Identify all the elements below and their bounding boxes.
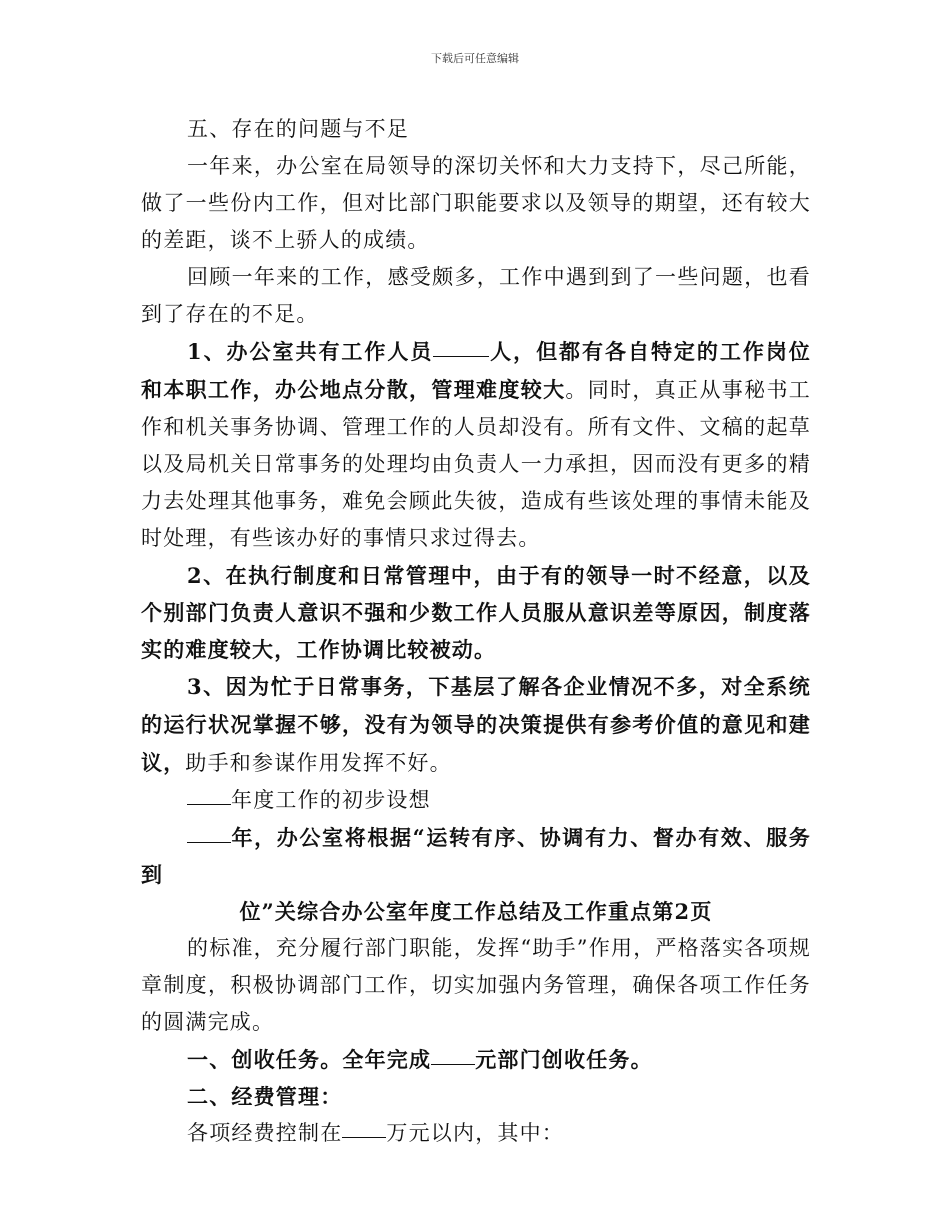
plan-title xyxy=(141,782,811,819)
task-1-tail: 元部门创收任务。 xyxy=(475,1047,653,1072)
task-2-title: 二、经费管理： xyxy=(187,1084,343,1109)
plan-line xyxy=(141,819,811,893)
document-body xyxy=(141,111,811,1152)
blank-field xyxy=(187,803,231,805)
expense-lead: 各项经费控制在 xyxy=(187,1121,343,1145)
expense-line xyxy=(141,1115,811,1152)
paragraph-review: 回顾一年来的工作，感受颇多，工作中遇到到了一些问题，也看到了存在的不足。 xyxy=(141,265,811,326)
problem-item-3-rest: 助手和参谋作用发挥不好。 xyxy=(185,751,452,775)
problem-item-1-detail: 。同时，真正从事秘书工作和机关事务协调、管理工作的人员却没有。所有文件、文稿的起草以及局机关日常事务的处理均由负责人一力承担，因而没有更多的精力去处理其他事务，难免会顾此失彼，造成有些该处理的事情未能及时处理，有些该办好的事情只求过得去。 xyxy=(141,378,811,550)
blank-field xyxy=(187,841,231,843)
blank-field xyxy=(431,1063,475,1065)
page-continuation-line: 位”关综合办公室年度工作总结及工作重点第2页 xyxy=(239,899,713,924)
plan-line-text: 年，办公室将根据“运转有序、协调有力、督办有效、服务到 xyxy=(141,825,811,887)
blank-field xyxy=(433,355,489,357)
plan-title-text: 年度工作的初步设想 xyxy=(231,788,431,812)
problem-item-3 xyxy=(141,668,811,782)
problem-item-2: 2、在执行制度和日常管理中，由于有的领导一时不经意，以及个别部门负责人意识不强和少数工作人员服从意识差等原因，制度落实的难度较大，工作协调比较被动。 xyxy=(141,563,811,662)
problem-item-1 xyxy=(141,333,811,557)
section-title: 五、存在的问题与不足 xyxy=(187,117,409,141)
problem-item-1-bold: 人，但都有各自特定的工作岗位和本职工作，办公地点分散，管理难度较大 xyxy=(141,339,811,402)
expense-tail: 万元以内，其中： xyxy=(386,1121,565,1145)
task-1 xyxy=(141,1041,811,1078)
problem-item-1-lead: 1、办公室共有工作人员 xyxy=(187,339,434,364)
task-1-lead: 一、创收任务。全年完成 xyxy=(187,1047,432,1072)
paragraph-intro: 一年来，办公室在局领导的深切关怀和大力支持下，尽己所能，做了一些份内工作，但对比部门职能要求以及领导的期望，还有较大的差距，谈不上骄人的成绩。 xyxy=(141,154,811,252)
blank-field xyxy=(342,1136,386,1138)
page-header: 下载后可任意编辑 xyxy=(431,52,519,65)
paragraph-standard: 的标准，充分履行部门职能，发挥“助手”作用，严格落实各项规章制度，积极协调部门工作，切实加强内务管理，确保各项工作任务的圆满完成。 xyxy=(141,936,811,1034)
problem-item-3-bold: 3、因为忙于日常事务，下基层了解各企业情况不多，对全系统的运行状况掌握不够，没有为领导的决策提供有参考价值的意见和建议， xyxy=(141,674,811,775)
